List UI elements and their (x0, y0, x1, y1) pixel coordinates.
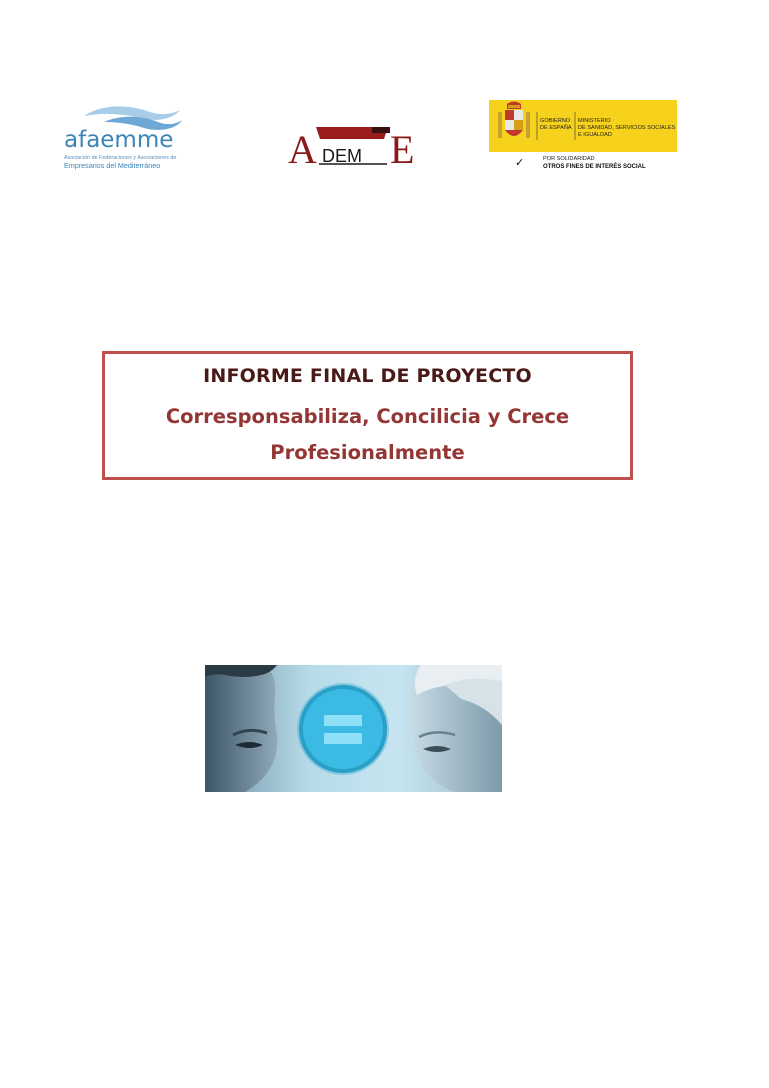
project-name-line2: Profesionalmente (270, 441, 465, 464)
solidaridad-line1: POR SOLIDARIDAD (543, 156, 595, 162)
ademe-logo (286, 123, 422, 169)
gobierno-line2: DE ESPAÑA (540, 125, 572, 131)
ministerio-line1: MINISTERIO (578, 118, 611, 124)
ademe-letter-a: A (288, 127, 317, 169)
afaemme-logo (54, 102, 194, 174)
cover-image (205, 665, 502, 792)
ademe-arm-shape (372, 127, 390, 133)
equals-sign-icon (297, 683, 389, 775)
report-type-heading: INFORME FINAL DE PROYECTO (203, 365, 532, 387)
afaemme-wordmark: afaemme (64, 127, 174, 153)
afaemme-tagline-line2: Empresarios del Mediterráneo (64, 161, 161, 170)
project-name-line1: Corresponsabiliza, Concilicia y Crece (165, 405, 570, 428)
gobierno-line1: GOBIERNO (540, 118, 571, 124)
ademe-letter-e: E (390, 127, 415, 169)
report-title-box (102, 351, 633, 480)
ministerio-line3: E IGUALDAD (578, 132, 612, 138)
ministerio-logo (489, 100, 677, 172)
afaemme-tagline-line1: Asociación de Federaciones y Asociaciones de (64, 155, 177, 161)
ministerio-line2: DE SANIDAD, SERVICIOS SOCIALES (578, 125, 676, 131)
solidaridad-line2: OTROS FINES DE INTERÉS SOCIAL (543, 164, 646, 170)
man-face-illustration (205, 665, 277, 792)
ademe-middle-text: DEM (322, 146, 362, 166)
project-name (105, 399, 630, 471)
check-icon: ✓ (515, 156, 525, 169)
